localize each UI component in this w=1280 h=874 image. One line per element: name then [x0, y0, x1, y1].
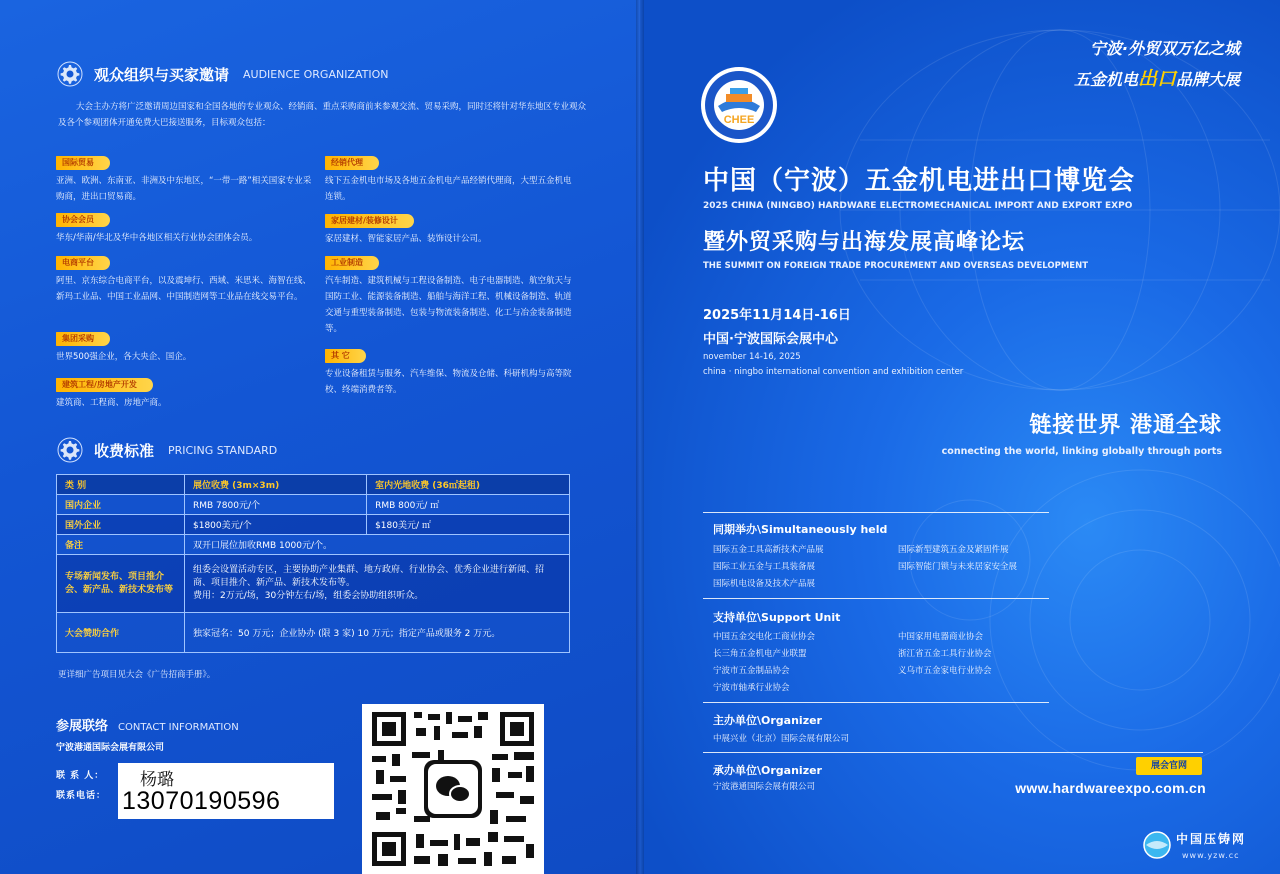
row-label: 大会赞助合作 — [57, 613, 185, 653]
category-text: 世界500强企业，各大央企、国企。 — [56, 352, 192, 362]
expo-title: 中国（宁波）五金机电进出口博览会 — [703, 166, 1136, 196]
contact-phone[interactable]: 13070190596 — [122, 787, 281, 815]
audience-intro: 大会主办方将广泛邀请周边国家和全国各地的专业观众、经销商、重点采购商前来参观交流、贸易采购，同时还将针对华东地区专业观众及各个参观团体开通免费大巴接送服务，目标观众包括： — [58, 102, 587, 128]
support-item: 中国家用电器商业协会 — [898, 632, 984, 642]
support-title: 支持单位\Support Unit — [713, 611, 841, 624]
category-tag: 电商平台 — [56, 256, 110, 270]
category-tag: 经销代理 — [325, 156, 379, 170]
simultaneous-item: 国际智能门锁与未来居家安全展 — [898, 562, 1018, 572]
divider — [703, 512, 1049, 513]
support-item: 浙江省五金工具行业协会 — [898, 649, 992, 659]
category-tag: 其 它 — [325, 349, 366, 363]
audience-header — [56, 60, 389, 88]
category-text: 阿里、京东综合电商平台，以及震坤行、西域、米思米、海智在线、新玛工业品、中国工业品网、中国制造网等工业品在线交易平台。 — [56, 276, 312, 302]
slogan-line-1: 宁波·外贸双万亿之城 — [1089, 39, 1240, 58]
category-item — [56, 250, 316, 326]
table-row — [57, 555, 570, 613]
special-value — [185, 555, 570, 613]
watermark-cn: 中国压铸网 — [1176, 832, 1247, 846]
row-label: 国内企业 — [57, 495, 185, 515]
table-header: 展位收费 (3m×3m) — [185, 475, 367, 495]
simultaneous-title: 同期举办\Simultaneously held — [713, 523, 888, 536]
co-organizer-name: 宁波港通国际会展有限公司 — [713, 782, 816, 792]
booth-price: RMB 7800元/个 — [185, 495, 367, 515]
slogan-line-2 — [1074, 64, 1240, 91]
category-item — [56, 207, 316, 250]
table-row — [57, 613, 570, 653]
qr-code-icon — [362, 704, 544, 874]
divider — [703, 598, 1049, 599]
space-price: $180美元/ ㎡ — [367, 515, 570, 535]
audience-left-column — [56, 150, 316, 411]
person-label: 联 系 人： — [56, 771, 105, 781]
category-item — [325, 208, 575, 250]
expo-logo — [700, 66, 778, 144]
page-fold — [636, 0, 644, 874]
simultaneous-item: 国际机电设备及技术产品展 — [713, 579, 816, 589]
category-tag: 国际贸易 — [56, 156, 110, 170]
connect-slogan: 链接世界 港通全球 — [1029, 413, 1222, 438]
connect-slogan-en: connecting the world, linking globally through ports — [941, 446, 1222, 457]
gear-icon — [56, 436, 84, 464]
booth-price: $1800美元/个 — [185, 515, 367, 535]
pricing-subtitle: PRICING STANDARD — [168, 443, 278, 457]
category-item — [325, 343, 575, 398]
watermark — [1142, 826, 1268, 872]
category-item — [56, 150, 316, 207]
phone-label: 联系电话： — [56, 791, 107, 801]
divider — [703, 702, 1049, 703]
table-header: 室内光地收费 (36㎡起租) — [367, 475, 570, 495]
category-text: 亚洲、欧洲、东南亚、非洲及中东地区，“一带一路”相关国家专业采购商，进出口贸易商。 — [56, 176, 312, 202]
space-price: RMB 800元/ ㎡ — [367, 495, 570, 515]
forum-title: 暨外贸采购与出海发展高峰论坛 — [703, 230, 1026, 255]
support-item: 中国五金交电化工商业协会 — [713, 632, 816, 642]
website-link[interactable]: www.hardwareexpo.com.cn — [1015, 780, 1206, 796]
category-tag: 协会会员 — [56, 213, 110, 227]
category-item — [56, 372, 316, 411]
watermark-en: www.yzw.cc — [1182, 851, 1240, 860]
table-row — [57, 495, 570, 515]
pricing-table — [56, 474, 570, 653]
contact-header — [56, 715, 239, 734]
slogan-pre: 五金机电 — [1073, 70, 1138, 89]
category-item — [325, 250, 575, 343]
expo-title-en: 2025 CHINA (NINGBO) HARDWARE ELECTROMECHANICAL IMPORT AND EXPORT EXPO — [703, 201, 1133, 211]
expo-date-en: november 14-16, 2025 — [703, 352, 801, 362]
category-text: 建筑商、工程商、房地产商。 — [56, 398, 167, 408]
notes-value: 双开口展位加收RMB 1000元/个。 — [185, 535, 570, 555]
organizer-name: 中展兴业（北京）国际会展有限公司 — [713, 734, 850, 744]
logo-text: CHEE — [723, 114, 755, 126]
category-text: 专业设备租赁与服务、汽车维保、物流及仓储、科研机构与高等院校、终端消费者等。 — [325, 369, 572, 395]
organizer-title: 主办单位\Organizer — [713, 714, 822, 727]
table-row — [57, 515, 570, 535]
globe-logo-icon — [1142, 830, 1172, 860]
expo-venue: 中国·宁波国际会展中心 — [703, 332, 838, 347]
category-tag: 集团采购 — [56, 332, 110, 346]
expo-date: 2025年11月14日-16日 — [703, 308, 851, 323]
table-header: 类 别 — [57, 475, 185, 495]
pricing-header — [56, 436, 277, 464]
divider — [703, 752, 1203, 753]
official-site-badge: 展会官网 — [1136, 757, 1202, 775]
simultaneous-item: 国际五金工具高新技术产品展 — [713, 545, 824, 555]
forum-title-en: THE SUMMIT ON FOREIGN TRADE PROCUREMENT AND OVERSEAS DEVELOPMENT — [703, 261, 1089, 271]
support-item: 宁波市五金制品协会 — [713, 666, 790, 676]
expo-venue-en: china · ningbo international convention and exhibition center — [703, 367, 964, 377]
category-item — [325, 150, 575, 208]
slogan-post: 品牌大展 — [1175, 70, 1240, 89]
special-value-line: 组委会设置活动专区，主要协助产业集群、地方政府、行业协会、优秀企业进行新闻、招商、项目推介、新产品、新技术发布等。 — [193, 565, 545, 588]
support-item: 长三角五金机电产业联盟 — [713, 649, 807, 659]
category-tag: 工业制造 — [325, 256, 379, 270]
audience-title: 观众组织与买家邀请 — [94, 65, 230, 84]
simultaneous-item: 国际新型建筑五金及紧固件展 — [898, 545, 1009, 555]
sponsor-value: 独家冠名：50 万元；企业协办 (限 3 家) 10 万元；指定产品或服务 2 万元。 — [185, 613, 570, 653]
wechat-qr-code[interactable] — [362, 704, 544, 874]
category-text: 线下五金机电市场及各地五金机电产品经销代理商，大型五金机电连锁。 — [325, 176, 572, 202]
row-label: 国外企业 — [57, 515, 185, 535]
pricing-title: 收费标准 — [94, 441, 155, 460]
row-label: 专场新闻发布、项目推介会、新产品、新技术发布等 — [57, 555, 185, 613]
audience-subtitle: AUDIENCE ORGANIZATION — [243, 67, 389, 81]
contact-person: 杨璐 — [140, 770, 174, 790]
contact-subtitle: CONTACT INFORMATION — [118, 722, 239, 733]
special-value-line: 费用：2万元/场，30分钟左右/场，组委会协助组织听众。 — [193, 591, 424, 601]
category-tag: 建筑工程/房地产开发 — [56, 378, 153, 392]
support-item: 义乌市五金家电行业协会 — [898, 666, 992, 676]
simultaneous-item: 国际工业五金与工具装备展 — [713, 562, 816, 572]
row-label: 备注 — [57, 535, 185, 555]
category-tag: 家居建材/装修设计 — [325, 214, 414, 228]
table-row — [57, 535, 570, 555]
slogan-highlight: 出口 — [1137, 68, 1176, 90]
ad-manual-note: 更详细广告项目见大会《广告招商手册》。 — [58, 670, 216, 680]
contact-card — [118, 763, 334, 819]
support-item: 宁波市轴承行业协会 — [713, 683, 790, 693]
contact-title: 参展联络 — [56, 719, 109, 734]
contact-company: 宁波港通国际会展有限公司 — [56, 743, 165, 753]
category-text: 家居建材、智能家居产品、装饰设计公司。 — [325, 234, 487, 244]
gear-icon — [56, 60, 84, 88]
category-text: 汽车制造、建筑机械与工程设备制造、电子电器制造、航空航天与国防工业、能源装备制造、船舶与海洋工程、机械设备制造、轨道交通与重型装备制造、包装与物流装备制造、化工与冶金装备制造等。 — [325, 276, 572, 334]
co-organizer-title: 承办单位\Organizer — [713, 764, 822, 777]
audience-right-column — [325, 150, 575, 398]
category-item — [56, 326, 316, 372]
category-text: 华东/华南/华北及华中各地区相关行业协会团体会员。 — [56, 233, 258, 243]
